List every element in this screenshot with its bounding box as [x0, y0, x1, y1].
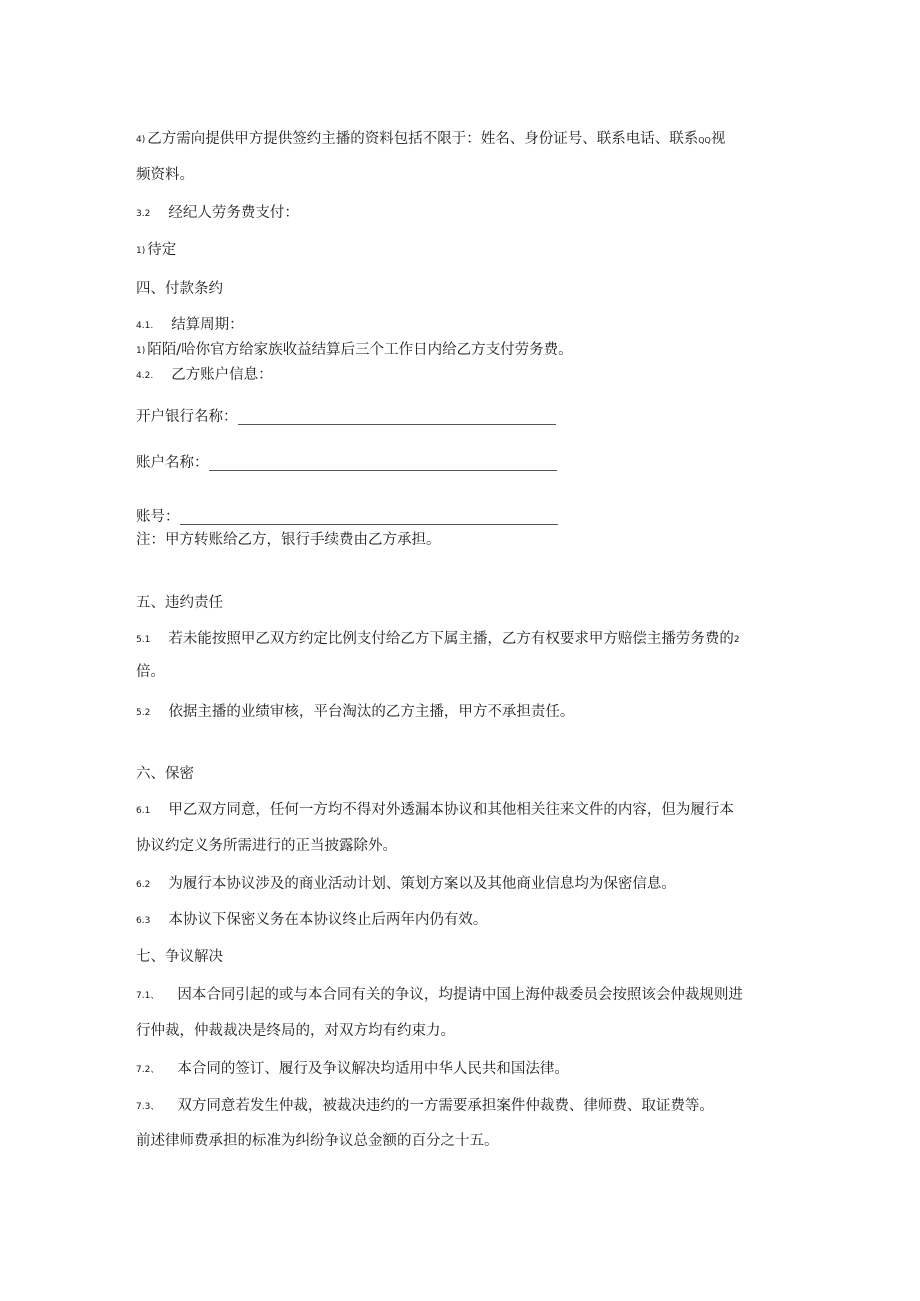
clause-number: 5.2 — [136, 708, 151, 718]
clause-4-item-4-cont: 频资料。 — [136, 167, 194, 183]
clause-tail: 视 — [710, 131, 726, 147]
section-heading-5: 五、违约责任 — [136, 595, 223, 611]
clause-number: 6.1 — [136, 806, 151, 816]
account-name-blank — [209, 456, 557, 471]
section-heading-6: 六、保密 — [136, 766, 194, 782]
item-number: 1) — [136, 346, 146, 356]
account-number-blank — [180, 510, 558, 525]
clause-6-2 — [136, 874, 676, 895]
clause-text: 陌陌/哈你官方给家族收益结算后三个工作日内给乙方支付劳务费。 — [147, 342, 573, 358]
clause-number: 7.2、 — [136, 1065, 160, 1075]
clause-number: 7.1、 — [136, 991, 160, 1001]
clause-number: 4.1. — [136, 321, 154, 331]
clause-number: 6.2 — [136, 880, 151, 890]
account-name-label: 账户名称： — [136, 455, 209, 471]
clause-7-1-cont: 行仲裁，仲裁裁决是终局的，对双方均有约束力。 — [136, 1023, 455, 1039]
clause-text: 本协议下保密义务在本协议终止后两年内仍有效。 — [168, 912, 488, 928]
clause-4-item-4 — [136, 129, 725, 151]
clause-text: 双方同意若发生仲裁，被裁决违约的一方需要承担案件仲裁费、律师费、取证费等。 — [177, 1098, 714, 1114]
clause-text: 经纪人劳务费支付： — [168, 205, 299, 221]
section-heading-4: 四、付款条约 — [136, 281, 223, 297]
clause-tail: 2 — [733, 635, 740, 645]
clause-5-1 — [136, 629, 740, 650]
account-name-field — [136, 453, 557, 473]
clause-text: 若未能按照甲乙双方约定比例支付给乙方下属主播，乙方有权要求甲方赔偿主播劳务费的 — [168, 631, 734, 647]
bank-name-field — [136, 407, 556, 427]
clause-4-2 — [136, 365, 273, 386]
clause-text: 结算周期： — [171, 317, 244, 333]
clause-3-2-item-1 — [136, 240, 176, 261]
clause-text: 乙方需向提供甲方提供签约主播的资料包括不限于：姓名、身份证号、联系电话、联系 — [147, 131, 699, 147]
section-heading-7: 七、争议解决 — [136, 949, 223, 965]
item-number: 1) — [136, 246, 146, 256]
clause-text: 因本合同引起的或与本合同有关的争议，均提请中国上海仲裁委员会按照该会仲裁规则进 — [177, 987, 743, 1003]
clause-6-1 — [136, 800, 734, 821]
clause-5-2 — [136, 702, 574, 723]
account-number-field — [136, 507, 558, 527]
clause-5-1-cont: 倍。 — [136, 664, 165, 680]
account-number-label: 账号： — [136, 509, 180, 525]
clause-6-1-cont: 协议约定义务所需进行的正当披露除外。 — [136, 838, 397, 854]
clause-text: 甲乙双方同意，任何一方均不得对外透漏本协议和其他相关往来文件的内容，但为履行本 — [168, 802, 734, 818]
transfer-note: 注：甲方转账给乙方，银行手续费由乙方承担。 — [136, 532, 441, 548]
clause-7-2 — [136, 1059, 569, 1080]
clause-4-1-item-1 — [136, 340, 573, 361]
clause-number: 6.3 — [136, 916, 151, 926]
clause-7-3-cont: 前述律师费承担的标准为纠纷争议总金额的百分之十五。 — [136, 1133, 499, 1149]
clause-3-2 — [136, 203, 299, 224]
clause-number: 3.2 — [136, 209, 151, 219]
clause-text: 乙方账户信息： — [171, 367, 273, 383]
item-number: 4) — [136, 135, 146, 145]
bank-name-blank — [238, 410, 556, 425]
clause-number: 4.2. — [136, 371, 154, 381]
bank-name-label: 开户银行名称： — [136, 409, 238, 425]
clause-number: 5.1 — [136, 635, 151, 645]
clause-number: 7.3、 — [136, 1102, 160, 1112]
clause-4-1 — [136, 315, 244, 336]
clause-text: 依据主播的业绩审核，平台淘汰的乙方主播，甲方不承担责任。 — [168, 704, 575, 720]
clause-text: 本合同的签订、履行及争议解决均适用中华人民共和国法律。 — [177, 1061, 569, 1077]
clause-6-3 — [136, 910, 487, 931]
clause-7-1 — [136, 985, 743, 1006]
clause-7-3 — [136, 1096, 714, 1117]
clause-text: 为履行本协议涉及的商业活动计划、策划方案以及其他商业信息均为保密信息。 — [168, 876, 676, 892]
qq-label: QQ — [698, 136, 711, 145]
clause-text: 待定 — [147, 242, 177, 258]
